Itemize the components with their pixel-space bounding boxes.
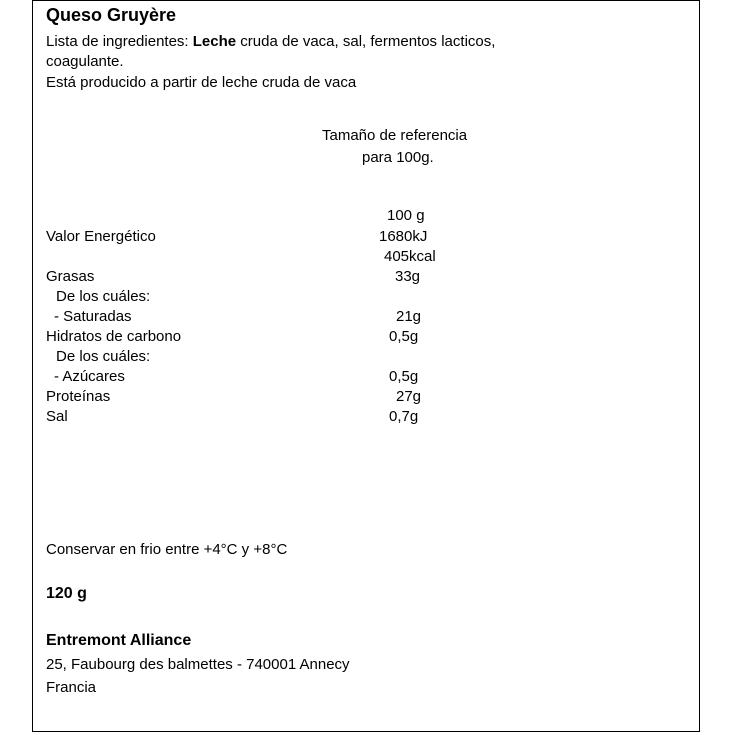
nutrition-label-protein: Proteínas: [46, 388, 111, 405]
nutrition-label-fat: Grasas: [46, 268, 95, 285]
net-weight: 120 g: [46, 585, 87, 602]
nutrition-value-fat: 33g: [395, 268, 421, 285]
nutrition-value-protein: 27g: [396, 388, 422, 405]
reference-size-line-1: Tamaño de referencia: [322, 127, 468, 144]
nutrition-value-sugars: 0,5g: [389, 368, 419, 385]
nutrition-label-sugars: - Azúcares: [54, 368, 125, 385]
nutrition-value-salt: 0,7g: [389, 408, 419, 425]
nutrition-label-salt: Sal: [46, 408, 68, 425]
label-frame: [32, 0, 700, 732]
nutrition-value-carbohydrates: 0,5g: [389, 328, 419, 345]
nutrition-value-saturated: 21g: [396, 308, 422, 325]
nutrition-value-energy-kcal: 405kcal: [384, 248, 436, 265]
nutrition-value-energy-kj: 1680kJ: [379, 228, 428, 245]
manufacturer-name: Entremont Alliance: [46, 632, 192, 649]
manufacturer-address: 25, Faubourg des balmettes - 740001 Annecy: [46, 656, 350, 673]
nutrition-column-header: 100 g: [387, 207, 425, 224]
ingredients-label: Lista de ingredientes:: [46, 33, 193, 50]
production-note: Está producido a partir de leche cruda de vaca: [46, 74, 357, 91]
nutrition-label-energy: Valor Energético: [46, 228, 156, 245]
product-title: Queso Gruyère: [46, 5, 177, 25]
reference-size-line-2: para 100g.: [362, 149, 434, 166]
ingredients-line-2: coagulante.: [46, 53, 124, 70]
manufacturer-country: Francia: [46, 679, 97, 696]
storage-instructions: Conservar en frio entre +4°C y +8°C: [46, 541, 288, 558]
nutrition-label-of-which-1: De los cuáles:: [56, 288, 151, 305]
ingredients-rest: cruda de vaca, sal, fermentos lacticos,: [236, 33, 496, 50]
nutrition-label-carbohydrates: Hidratos de carbono: [46, 328, 182, 345]
ingredients-highlight: Leche: [192, 33, 237, 50]
nutrition-label-saturated: - Saturadas: [54, 308, 132, 325]
nutrition-label-of-which-2: De los cuáles:: [56, 348, 151, 365]
ingredients-line: [46, 33, 495, 51]
